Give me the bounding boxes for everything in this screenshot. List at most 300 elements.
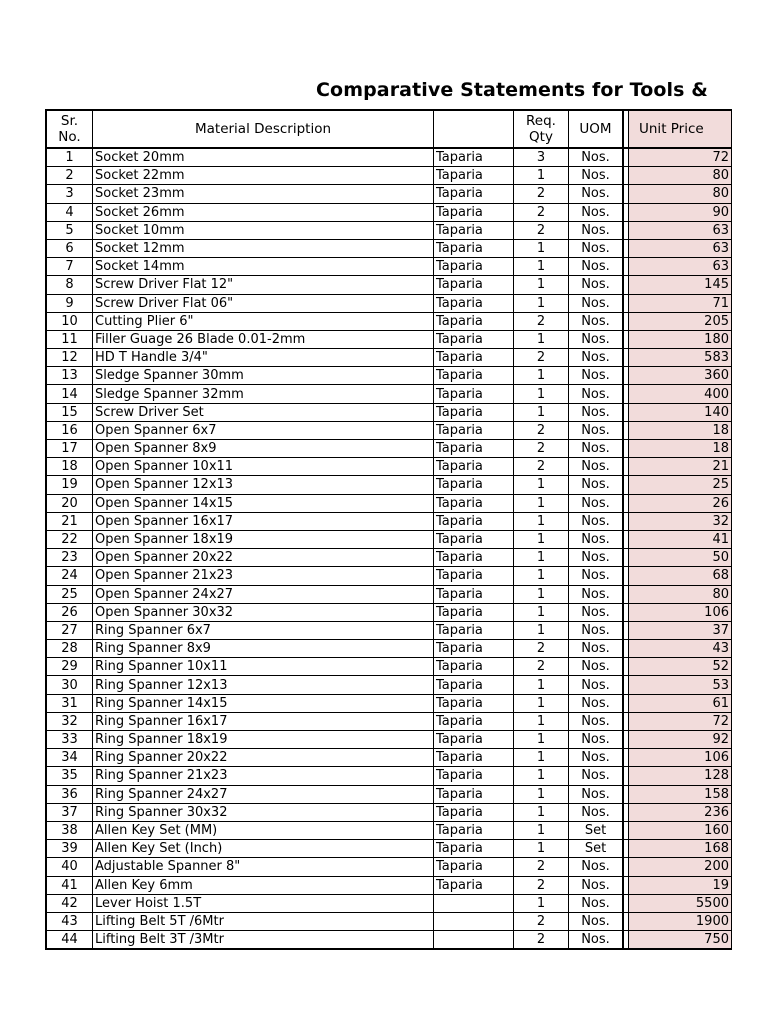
cell-sr-no: 16 <box>46 421 93 439</box>
cell-make: Taparia <box>434 167 514 185</box>
cell-uom: Nos. <box>569 185 624 203</box>
cell-sr-no: 10 <box>46 312 93 330</box>
cell-uom: Nos. <box>569 258 624 276</box>
cell-make: Taparia <box>434 640 514 658</box>
cell-unit-price: 71 <box>629 294 732 312</box>
cell-sr-no: 31 <box>46 694 93 712</box>
cell-sr-no: 13 <box>46 367 93 385</box>
table-row <box>46 512 732 530</box>
cell-material-description: Socket 10mm <box>93 221 434 239</box>
cell-req-qty: 1 <box>514 840 569 858</box>
cell-uom: Set <box>569 840 624 858</box>
cell-uom: Nos. <box>569 276 624 294</box>
cell-unit-price: 53 <box>629 676 732 694</box>
cell-sr-no: 41 <box>46 876 93 894</box>
cell-unit-price: 80 <box>629 167 732 185</box>
table-row <box>46 494 732 512</box>
cell-material-description: Ring Spanner 10x11 <box>93 658 434 676</box>
cell-sr-no: 37 <box>46 803 93 821</box>
cell-req-qty: 2 <box>514 221 569 239</box>
table-row <box>46 912 732 930</box>
cell-unit-price: 72 <box>629 712 732 730</box>
cell-req-qty: 1 <box>514 403 569 421</box>
cell-material-description: Open Spanner 14x15 <box>93 494 434 512</box>
cell-req-qty: 2 <box>514 312 569 330</box>
cell-req-qty: 2 <box>514 349 569 367</box>
cell-unit-price: 92 <box>629 731 732 749</box>
cell-uom: Nos. <box>569 530 624 548</box>
cell-req-qty: 1 <box>514 239 569 257</box>
cell-uom: Nos. <box>569 676 624 694</box>
header-req-qty <box>514 110 569 148</box>
cell-uom: Nos. <box>569 803 624 821</box>
header-sr-no <box>46 110 93 148</box>
cell-unit-price: 583 <box>629 349 732 367</box>
cell-make <box>434 912 514 930</box>
cell-req-qty: 1 <box>514 276 569 294</box>
cell-uom: Nos. <box>569 567 624 585</box>
cell-material-description: Allen Key Set (Inch) <box>93 840 434 858</box>
cell-req-qty: 1 <box>514 330 569 348</box>
table-row <box>46 621 732 639</box>
cell-req-qty: 1 <box>514 694 569 712</box>
cell-material-description: Cutting Plier 6" <box>93 312 434 330</box>
table-row <box>46 385 732 403</box>
cell-material-description: Lifting Belt 3T /3Mtr <box>93 931 434 950</box>
cell-make: Taparia <box>434 476 514 494</box>
table-row <box>46 858 732 876</box>
cell-uom: Nos. <box>569 421 624 439</box>
cell-sr-no: 27 <box>46 621 93 639</box>
table-row <box>46 458 732 476</box>
cell-make <box>434 931 514 950</box>
cell-unit-price: 43 <box>629 640 732 658</box>
comparative-table <box>45 109 732 950</box>
cell-req-qty: 2 <box>514 440 569 458</box>
cell-make: Taparia <box>434 185 514 203</box>
cell-make: Taparia <box>434 767 514 785</box>
cell-make: Taparia <box>434 458 514 476</box>
cell-material-description: Ring Spanner 24x27 <box>93 785 434 803</box>
table-row <box>46 894 732 912</box>
cell-req-qty: 1 <box>514 512 569 530</box>
cell-uom: Nos. <box>569 640 624 658</box>
cell-uom: Nos. <box>569 440 624 458</box>
cell-sr-no: 20 <box>46 494 93 512</box>
cell-sr-no: 30 <box>46 676 93 694</box>
cell-unit-price: 158 <box>629 785 732 803</box>
cell-req-qty: 2 <box>514 876 569 894</box>
table-row <box>46 148 732 167</box>
cell-make: Taparia <box>434 658 514 676</box>
cell-sr-no: 14 <box>46 385 93 403</box>
table-row <box>46 567 732 585</box>
cell-unit-price: 32 <box>629 512 732 530</box>
cell-make: Taparia <box>434 621 514 639</box>
cell-make: Taparia <box>434 530 514 548</box>
cell-req-qty: 2 <box>514 912 569 930</box>
cell-unit-price: 106 <box>629 603 732 621</box>
cell-uom: Nos. <box>569 458 624 476</box>
cell-material-description: Allen Key 6mm <box>93 876 434 894</box>
cell-material-description: Adjustable Spanner 8" <box>93 858 434 876</box>
table-row <box>46 185 732 203</box>
cell-make: Taparia <box>434 858 514 876</box>
cell-sr-no: 3 <box>46 185 93 203</box>
cell-material-description: Socket 23mm <box>93 185 434 203</box>
cell-uom: Nos. <box>569 912 624 930</box>
table-row <box>46 440 732 458</box>
cell-req-qty: 1 <box>514 676 569 694</box>
cell-req-qty: 1 <box>514 603 569 621</box>
cell-unit-price: 18 <box>629 440 732 458</box>
cell-uom: Nos. <box>569 749 624 767</box>
table-row <box>46 821 732 839</box>
cell-sr-no: 43 <box>46 912 93 930</box>
cell-unit-price: 750 <box>629 931 732 950</box>
cell-make: Taparia <box>434 385 514 403</box>
cell-material-description: Open Spanner 10x11 <box>93 458 434 476</box>
cell-make: Taparia <box>434 276 514 294</box>
cell-unit-price: 61 <box>629 694 732 712</box>
cell-req-qty: 1 <box>514 294 569 312</box>
cell-make: Taparia <box>434 731 514 749</box>
cell-uom: Nos. <box>569 767 624 785</box>
cell-unit-price: 205 <box>629 312 732 330</box>
cell-make: Taparia <box>434 367 514 385</box>
cell-make: Taparia <box>434 349 514 367</box>
table-row <box>46 840 732 858</box>
table-row <box>46 312 732 330</box>
table-row <box>46 349 732 367</box>
cell-make: Taparia <box>434 494 514 512</box>
cell-uom: Nos. <box>569 876 624 894</box>
table-row <box>46 403 732 421</box>
cell-material-description: Open Spanner 30x32 <box>93 603 434 621</box>
header-make <box>434 110 514 148</box>
table-row <box>46 603 732 621</box>
cell-sr-no: 21 <box>46 512 93 530</box>
cell-material-description: Sledge Spanner 30mm <box>93 367 434 385</box>
cell-make: Taparia <box>434 312 514 330</box>
table-row <box>46 749 732 767</box>
document-title: Comparative Statements for Tools & <box>316 79 708 101</box>
cell-req-qty: 1 <box>514 785 569 803</box>
cell-make: Taparia <box>434 712 514 730</box>
cell-material-description: Filler Guage 26 Blade 0.01-2mm <box>93 330 434 348</box>
cell-sr-no: 8 <box>46 276 93 294</box>
cell-req-qty: 1 <box>514 258 569 276</box>
cell-unit-price: 19 <box>629 876 732 894</box>
cell-unit-price: 63 <box>629 258 732 276</box>
cell-unit-price: 41 <box>629 530 732 548</box>
cell-uom: Nos. <box>569 512 624 530</box>
table-row <box>46 330 732 348</box>
cell-sr-no: 18 <box>46 458 93 476</box>
cell-uom: Nos. <box>569 494 624 512</box>
cell-material-description: Ring Spanner 12x13 <box>93 676 434 694</box>
cell-req-qty: 1 <box>514 567 569 585</box>
cell-req-qty: 1 <box>514 530 569 548</box>
cell-make: Taparia <box>434 258 514 276</box>
table-row <box>46 876 732 894</box>
cell-material-description: Ring Spanner 18x19 <box>93 731 434 749</box>
cell-unit-price: 72 <box>629 148 732 167</box>
table-row <box>46 530 732 548</box>
cell-unit-price: 25 <box>629 476 732 494</box>
cell-unit-price: 180 <box>629 330 732 348</box>
table-row <box>46 294 732 312</box>
cell-sr-no: 6 <box>46 239 93 257</box>
cell-material-description: Ring Spanner 21x23 <box>93 767 434 785</box>
cell-req-qty: 1 <box>514 385 569 403</box>
cell-unit-price: 37 <box>629 621 732 639</box>
header-material-description: Material Description <box>93 110 434 148</box>
cell-make: Taparia <box>434 421 514 439</box>
table-body <box>46 148 732 949</box>
cell-req-qty: 2 <box>514 931 569 950</box>
table-row <box>46 785 732 803</box>
cell-unit-price: 80 <box>629 585 732 603</box>
table-row <box>46 694 732 712</box>
cell-make <box>434 894 514 912</box>
header-qty-label: Req. Qty <box>526 113 556 145</box>
cell-make: Taparia <box>434 549 514 567</box>
cell-sr-no: 29 <box>46 658 93 676</box>
cell-unit-price: 18 <box>629 421 732 439</box>
cell-sr-no: 7 <box>46 258 93 276</box>
cell-material-description: Lever Hoist 1.5T <box>93 894 434 912</box>
table-row <box>46 167 732 185</box>
cell-uom: Nos. <box>569 712 624 730</box>
cell-make: Taparia <box>434 803 514 821</box>
cell-make: Taparia <box>434 821 514 839</box>
cell-req-qty: 1 <box>514 821 569 839</box>
cell-material-description: Ring Spanner 6x7 <box>93 621 434 639</box>
cell-req-qty: 1 <box>514 712 569 730</box>
cell-material-description: Open Spanner 8x9 <box>93 440 434 458</box>
cell-make: Taparia <box>434 585 514 603</box>
cell-make: Taparia <box>434 676 514 694</box>
cell-req-qty: 1 <box>514 367 569 385</box>
cell-make: Taparia <box>434 221 514 239</box>
cell-sr-no: 44 <box>46 931 93 950</box>
cell-unit-price: 200 <box>629 858 732 876</box>
cell-material-description: Allen Key Set (MM) <box>93 821 434 839</box>
cell-sr-no: 15 <box>46 403 93 421</box>
cell-sr-no: 11 <box>46 330 93 348</box>
cell-sr-no: 32 <box>46 712 93 730</box>
cell-make: Taparia <box>434 785 514 803</box>
header-unit-price: Unit Price <box>629 110 732 148</box>
cell-make: Taparia <box>434 294 514 312</box>
table-row <box>46 476 732 494</box>
cell-req-qty: 1 <box>514 621 569 639</box>
cell-uom: Nos. <box>569 585 624 603</box>
cell-uom: Nos. <box>569 294 624 312</box>
cell-material-description: Open Spanner 16x17 <box>93 512 434 530</box>
cell-material-description: Open Spanner 6x7 <box>93 421 434 439</box>
cell-uom: Nos. <box>569 403 624 421</box>
cell-sr-no: 26 <box>46 603 93 621</box>
cell-sr-no: 1 <box>46 148 93 167</box>
table-row <box>46 676 732 694</box>
table-row <box>46 258 732 276</box>
cell-uom: Nos. <box>569 148 624 167</box>
cell-unit-price: 21 <box>629 458 732 476</box>
cell-material-description: Ring Spanner 14x15 <box>93 694 434 712</box>
cell-material-description: Socket 14mm <box>93 258 434 276</box>
cell-sr-no: 42 <box>46 894 93 912</box>
table-row <box>46 239 732 257</box>
cell-sr-no: 19 <box>46 476 93 494</box>
cell-uom: Nos. <box>569 549 624 567</box>
cell-unit-price: 68 <box>629 567 732 585</box>
cell-req-qty: 2 <box>514 203 569 221</box>
table-row <box>46 658 732 676</box>
cell-material-description: Ring Spanner 20x22 <box>93 749 434 767</box>
cell-req-qty: 1 <box>514 731 569 749</box>
cell-sr-no: 17 <box>46 440 93 458</box>
table-row <box>46 367 732 385</box>
cell-material-description: Screw Driver Set <box>93 403 434 421</box>
cell-req-qty: 2 <box>514 185 569 203</box>
cell-unit-price: 26 <box>629 494 732 512</box>
cell-uom: Nos. <box>569 476 624 494</box>
cell-unit-price: 236 <box>629 803 732 821</box>
cell-unit-price: 106 <box>629 749 732 767</box>
cell-uom: Nos. <box>569 603 624 621</box>
cell-material-description: Open Spanner 12x13 <box>93 476 434 494</box>
cell-unit-price: 63 <box>629 239 732 257</box>
cell-req-qty: 1 <box>514 549 569 567</box>
cell-make: Taparia <box>434 330 514 348</box>
cell-uom: Nos. <box>569 785 624 803</box>
cell-uom: Nos. <box>569 203 624 221</box>
cell-uom: Nos. <box>569 239 624 257</box>
cell-sr-no: 22 <box>46 530 93 548</box>
cell-req-qty: 2 <box>514 640 569 658</box>
cell-sr-no: 25 <box>46 585 93 603</box>
cell-sr-no: 34 <box>46 749 93 767</box>
cell-sr-no: 23 <box>46 549 93 567</box>
cell-sr-no: 9 <box>46 294 93 312</box>
cell-material-description: Socket 20mm <box>93 148 434 167</box>
table-row <box>46 421 732 439</box>
cell-uom: Nos. <box>569 621 624 639</box>
cell-make: Taparia <box>434 512 514 530</box>
cell-req-qty: 3 <box>514 148 569 167</box>
cell-unit-price: 1900 <box>629 912 732 930</box>
cell-sr-no: 36 <box>46 785 93 803</box>
cell-material-description: Sledge Spanner 32mm <box>93 385 434 403</box>
cell-sr-no: 40 <box>46 858 93 876</box>
cell-make: Taparia <box>434 876 514 894</box>
cell-unit-price: 80 <box>629 185 732 203</box>
cell-sr-no: 33 <box>46 731 93 749</box>
cell-uom: Nos. <box>569 858 624 876</box>
cell-make: Taparia <box>434 203 514 221</box>
cell-material-description: Open Spanner 18x19 <box>93 530 434 548</box>
cell-unit-price: 145 <box>629 276 732 294</box>
cell-material-description: Ring Spanner 16x17 <box>93 712 434 730</box>
table-row <box>46 549 732 567</box>
cell-req-qty: 1 <box>514 767 569 785</box>
cell-req-qty: 2 <box>514 421 569 439</box>
table-row <box>46 585 732 603</box>
cell-req-qty: 2 <box>514 658 569 676</box>
table-row <box>46 731 732 749</box>
cell-uom: Set <box>569 821 624 839</box>
cell-make: Taparia <box>434 148 514 167</box>
cell-material-description: Open Spanner 21x23 <box>93 567 434 585</box>
cell-material-description: Socket 22mm <box>93 167 434 185</box>
cell-unit-price: 63 <box>629 221 732 239</box>
cell-sr-no: 4 <box>46 203 93 221</box>
cell-material-description: Socket 12mm <box>93 239 434 257</box>
cell-sr-no: 28 <box>46 640 93 658</box>
table-row <box>46 803 732 821</box>
table-row <box>46 640 732 658</box>
cell-req-qty: 1 <box>514 803 569 821</box>
cell-req-qty: 1 <box>514 167 569 185</box>
cell-req-qty: 2 <box>514 458 569 476</box>
cell-make: Taparia <box>434 694 514 712</box>
cell-uom: Nos. <box>569 894 624 912</box>
cell-sr-no: 5 <box>46 221 93 239</box>
cell-unit-price: 90 <box>629 203 732 221</box>
cell-unit-price: 50 <box>629 549 732 567</box>
cell-material-description: Open Spanner 20x22 <box>93 549 434 567</box>
cell-material-description: Screw Driver Flat 06" <box>93 294 434 312</box>
cell-uom: Nos. <box>569 349 624 367</box>
cell-make: Taparia <box>434 567 514 585</box>
cell-req-qty: 1 <box>514 476 569 494</box>
cell-sr-no: 24 <box>46 567 93 585</box>
cell-make: Taparia <box>434 749 514 767</box>
cell-make: Taparia <box>434 403 514 421</box>
cell-req-qty: 1 <box>514 585 569 603</box>
cell-uom: Nos. <box>569 658 624 676</box>
cell-unit-price: 5500 <box>629 894 732 912</box>
table-row <box>46 712 732 730</box>
cell-req-qty: 1 <box>514 494 569 512</box>
cell-sr-no: 38 <box>46 821 93 839</box>
cell-sr-no: 35 <box>46 767 93 785</box>
table-row <box>46 931 732 950</box>
cell-material-description: Ring Spanner 30x32 <box>93 803 434 821</box>
header-row <box>46 110 732 148</box>
cell-unit-price: 140 <box>629 403 732 421</box>
cell-unit-price: 400 <box>629 385 732 403</box>
cell-uom: Nos. <box>569 221 624 239</box>
cell-req-qty: 1 <box>514 894 569 912</box>
cell-uom: Nos. <box>569 312 624 330</box>
table-row <box>46 203 732 221</box>
cell-uom: Nos. <box>569 167 624 185</box>
cell-material-description: Socket 26mm <box>93 203 434 221</box>
cell-uom: Nos. <box>569 694 624 712</box>
cell-material-description: Screw Driver Flat 12" <box>93 276 434 294</box>
cell-unit-price: 168 <box>629 840 732 858</box>
header-uom: UOM <box>569 110 624 148</box>
cell-material-description: Ring Spanner 8x9 <box>93 640 434 658</box>
cell-uom: Nos. <box>569 731 624 749</box>
cell-material-description: Lifting Belt 5T /6Mtr <box>93 912 434 930</box>
cell-sr-no: 12 <box>46 349 93 367</box>
cell-uom: Nos. <box>569 385 624 403</box>
cell-make: Taparia <box>434 440 514 458</box>
